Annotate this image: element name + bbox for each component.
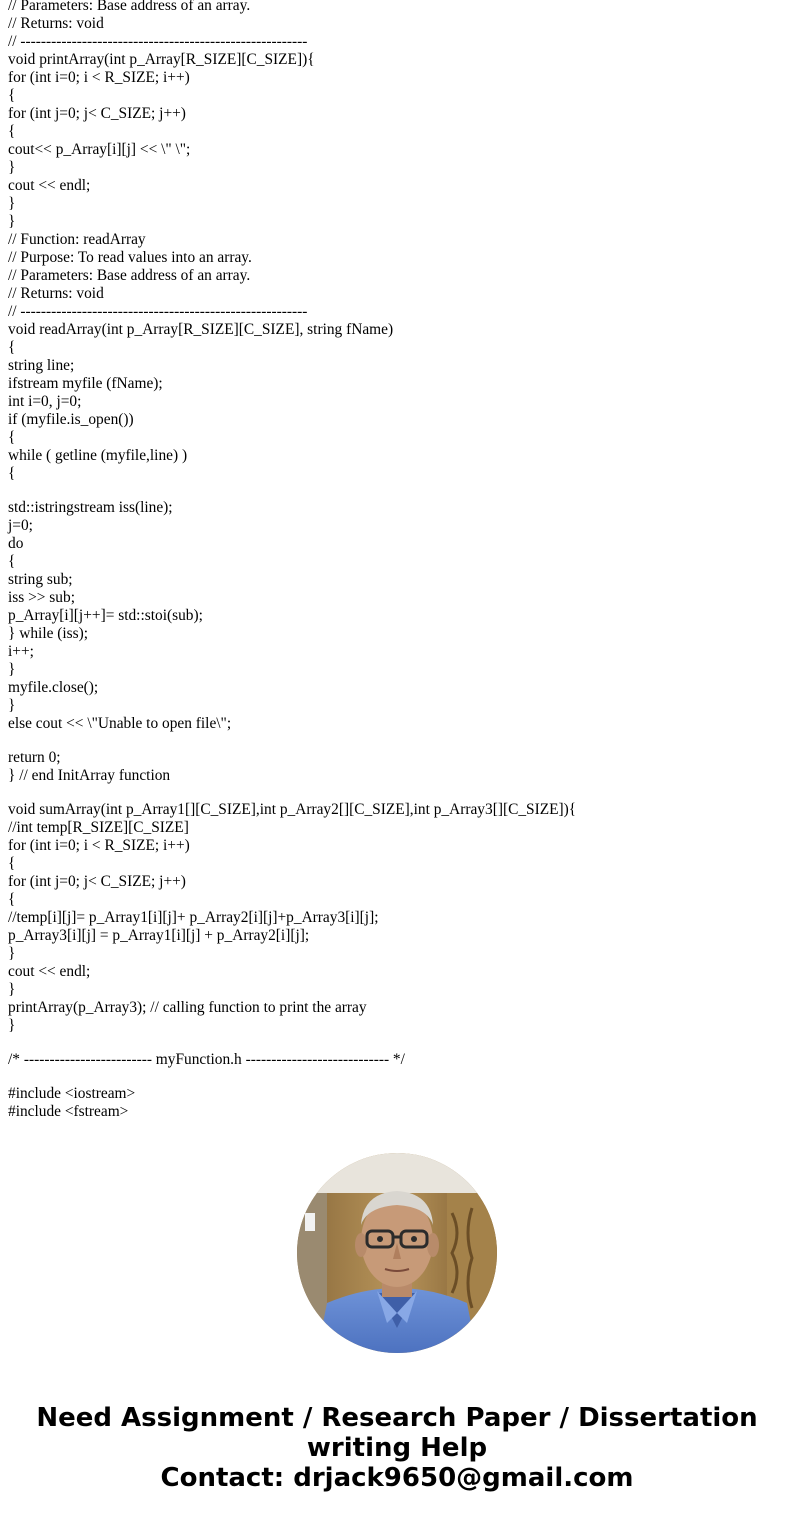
code-line: {: [8, 87, 16, 104]
code-line: cout << endl;: [8, 963, 91, 980]
code-line: printArray(p_Array3); // calling function to print the array: [8, 999, 367, 1016]
blank-line: [8, 483, 788, 499]
code-line: ifstream myfile (fName);: [8, 375, 163, 392]
code-line: // --------------------------------------------------------: [8, 303, 308, 320]
code-line: for (int j=0; j< C_SIZE; j++): [8, 873, 186, 890]
author-photo: [297, 1153, 497, 1353]
code-line: int i=0, j=0;: [8, 393, 82, 410]
code-section-read-loop: [8, 499, 788, 733]
code-line: for (int i=0; i < R_SIZE; i++): [8, 69, 190, 86]
code-line: {: [8, 855, 16, 872]
code-line: {: [8, 465, 16, 482]
code-line: }: [8, 213, 16, 230]
code-line: {: [8, 553, 16, 570]
code-line: myfile.close();: [8, 679, 99, 696]
code-line: // --------------------------------------------------------: [8, 33, 308, 50]
code-line: }: [8, 661, 16, 678]
code-line: //temp[i][j]= p_Array1[i][j]+ p_Array2[i][j]+p_Array3[i][j];: [8, 909, 379, 926]
code-line: // Parameters: Base address of an array.: [8, 0, 251, 14]
code-section-return: [8, 749, 788, 785]
code-line: else cout << \"Unable to open file\";: [8, 715, 232, 732]
code-line: do: [8, 535, 24, 552]
blank-line: [8, 1035, 788, 1051]
code-section-sum-array: [8, 801, 788, 1035]
code-line: /* ------------------------- myFunction.h ---------------------------- */: [8, 1051, 405, 1068]
code-line: }: [8, 697, 16, 714]
code-line: #include <iostream>: [8, 1085, 136, 1102]
code-line: }: [8, 981, 16, 998]
code-line: {: [8, 429, 16, 446]
code-line: // Function: readArray: [8, 231, 146, 248]
code-line: // Returns: void: [8, 285, 104, 302]
code-line: void sumArray(int p_Array1[][C_SIZE],int p_Array2[][C_SIZE],int p_Array3[][C_SIZE]){: [8, 801, 577, 818]
code-line: p_Array[i][j++]= std::stoi(sub);: [8, 607, 203, 624]
promo-line-2: writing Help: [306, 1433, 488, 1463]
code-listing: [8, 0, 788, 1121]
code-line: {: [8, 891, 16, 908]
code-section-includes: [8, 1085, 788, 1121]
code-line: } // end InitArray function: [8, 767, 171, 784]
person-avatar-icon: [297, 1153, 497, 1353]
code-line: p_Array3[i][j] = p_Array1[i][j] + p_Array2[i][j];: [8, 927, 310, 944]
promo-line-1: Need Assignment / Research Paper / Dissertation: [36, 1403, 758, 1433]
blank-line: [8, 733, 788, 749]
code-line: for (int j=0; j< C_SIZE; j++): [8, 105, 186, 122]
code-line: }: [8, 945, 16, 962]
promo-footer: [0, 1403, 794, 1493]
code-line: #include <fstream>: [8, 1103, 129, 1120]
code-line: }: [8, 195, 16, 212]
promo-contact: Contact: drjack9650@gmail.com: [160, 1463, 634, 1493]
blank-line: [8, 1069, 788, 1085]
code-line: {: [8, 123, 16, 140]
code-line: while ( getline (myfile,line) ): [8, 447, 188, 464]
code-line: string line;: [8, 357, 75, 374]
code-line: //int temp[R_SIZE][C_SIZE]: [8, 819, 189, 836]
code-line: } while (iss);: [8, 625, 89, 642]
code-section-print-read: [8, 0, 788, 483]
code-line: iss >> sub;: [8, 589, 75, 606]
code-line: for (int i=0; i < R_SIZE; i++): [8, 837, 190, 854]
code-line: {: [8, 339, 16, 356]
code-line: return 0;: [8, 749, 61, 766]
code-line: cout<< p_Array[i][j] << \" \";: [8, 141, 191, 158]
code-line: j=0;: [8, 517, 33, 534]
code-line: cout << endl;: [8, 177, 91, 194]
code-line: if (myfile.is_open()): [8, 411, 134, 428]
code-line: std::istringstream iss(line);: [8, 499, 173, 516]
code-line: // Purpose: To read values into an array.: [8, 249, 252, 266]
code-line: string sub;: [8, 571, 73, 588]
code-line: void readArray(int p_Array[R_SIZE][C_SIZE], string fName): [8, 321, 394, 338]
code-section-header-comment: [8, 1051, 788, 1069]
code-line: }: [8, 1017, 16, 1034]
code-line: }: [8, 159, 16, 176]
code-line: void printArray(int p_Array[R_SIZE][C_SIZE]){: [8, 51, 315, 68]
code-line: // Returns: void: [8, 15, 104, 32]
blank-line: [8, 785, 788, 801]
code-line: i++;: [8, 643, 34, 660]
code-line: // Parameters: Base address of an array.: [8, 267, 251, 284]
